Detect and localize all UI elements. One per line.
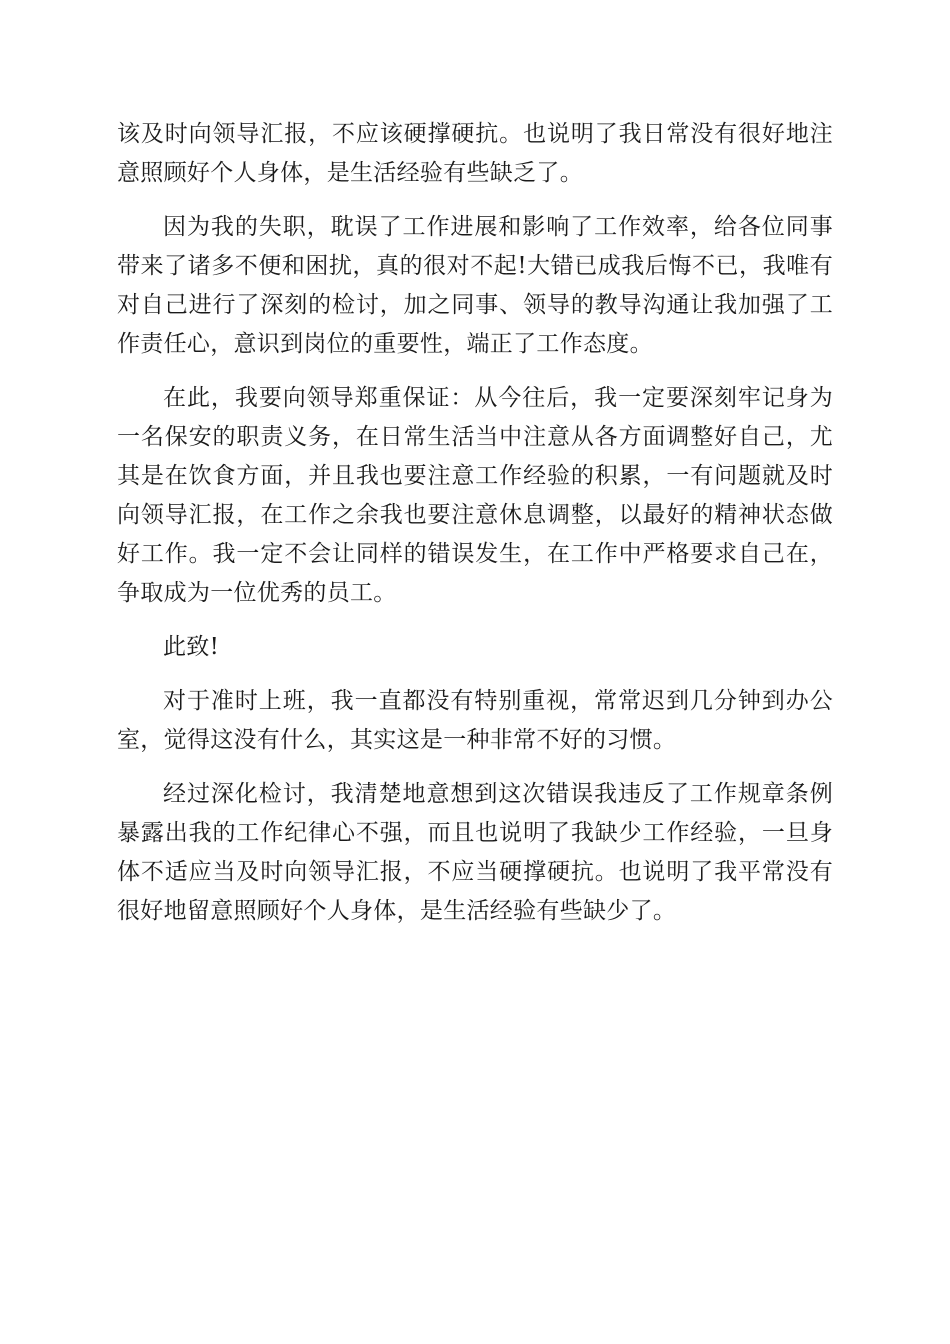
paragraph-closing: 此致! [163,634,220,660]
paragraph-pledge: 在此，我要向领导郑重保证：从今往后，我一定要深刻牢记身为一名保安的职责义务，在日常生活当中注意从各方面调整好自己，尤其是在饮食方面，并且我也要注意工作经验的积累，一有问题就及时向领导汇报，在工作之余我也要注意休息调整，以最好的精神状态做好工作。我一定不会让同样的错误发生，在工作中严格要求自己在，争取成为一位优秀的员工。 [117,385,833,606]
document-body [117,115,833,946]
paragraph-reflection: 经过深化检讨，我清楚地意想到这次错误我违反了工作规章条例暴露出我的工作纪律心不强，而且也说明了我缺少工作经验，一旦身体不适应当及时向领导汇报，不应当硬撑硬抗。也说明了我平常没有很好地留意照顾好个人身体，是生活经验有些缺少了。 [117,781,833,924]
paragraph-continuation: 该及时向领导汇报，不应该硬撑硬抗。也说明了我日常没有很好地注意照顾好个人身体，是生活经验有些缺乏了。 [117,121,833,186]
paragraph-apology: 因为我的失职，耽误了工作进展和影响了工作效率，给各位同事带来了诸多不便和困扰，真的很对不起!大错已成我后悔不已，我唯有对自己进行了深刻的检讨，加之同事、领导的教导沟通让我加强了工作责任心，意识到岗位的重要性，端正了工作态度。 [117,214,833,357]
paragraph-punctuality: 对于准时上班，我一直都没有特别重视，常常迟到几分钟到办公室，觉得这没有什么，其实这是一种非常不好的习惯。 [117,688,833,753]
